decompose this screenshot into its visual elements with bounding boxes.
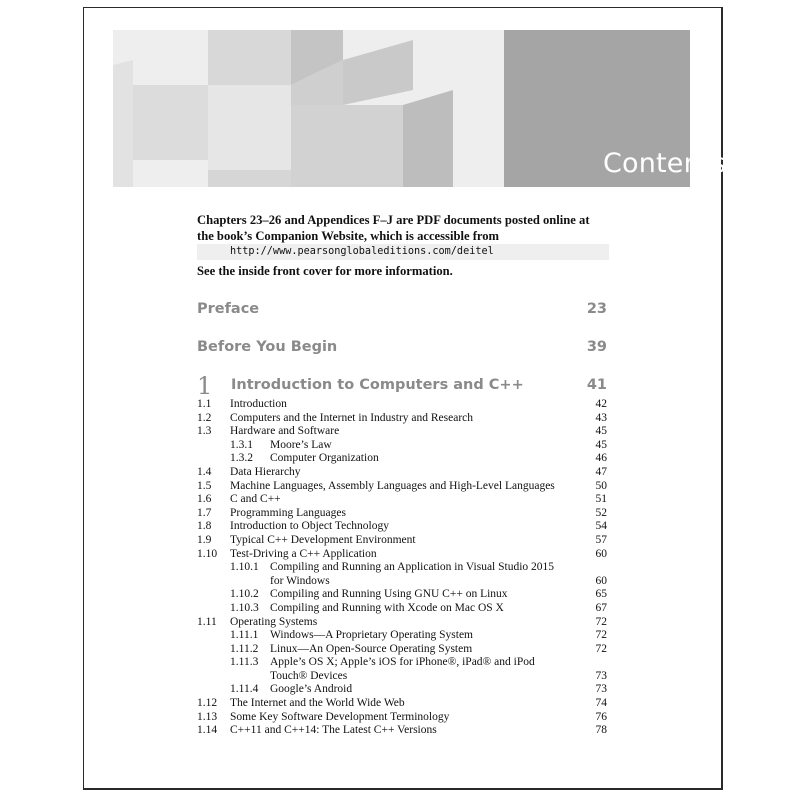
section-number: 1.11.4 [230, 683, 259, 696]
section-number: 1.1 [197, 398, 212, 410]
section-title: Some Key Software Development Terminology [230, 710, 450, 723]
section-number: 1.8 [197, 520, 212, 533]
section-title: Computers and the Internet in Industry and Research [230, 411, 474, 424]
section-page: 46 [595, 452, 607, 465]
section-title: Introduction [230, 398, 287, 410]
section-title: Introduction to Object Technology [230, 520, 389, 533]
section-page: 73 [595, 669, 607, 682]
toc-section-list [197, 398, 607, 738]
major-title: Before You Begin [197, 339, 338, 355]
see-cover-note: See the inside front cover for more information. [197, 264, 453, 278]
major-page: 23 [586, 301, 607, 317]
section-page: 47 [595, 465, 607, 478]
toc-section-row [197, 466, 607, 480]
section-title: Linux—An Open-Source Operating System [270, 642, 473, 655]
section-title: C and C++ [230, 493, 281, 506]
section-number: 1.11.1 [230, 629, 259, 642]
toc-section-row [197, 724, 607, 738]
section-number: 1.11.2 [230, 642, 259, 655]
section-title: C++11 and C++14: The Latest C++ Versions [230, 724, 437, 737]
toc-before-you-begin [197, 339, 607, 355]
toc-section-row [197, 425, 607, 439]
section-page: 60 [595, 574, 607, 587]
section-title: Compiling and Running with Xcode on Mac OS X [270, 601, 504, 614]
section-title: Programming Languages [230, 506, 346, 519]
section-page: 52 [595, 506, 607, 519]
section-title: Machine Languages, Assembly Languages and High-Level Languages [230, 479, 555, 492]
section-title: Apple’s OS X; Apple’s iOS for iPhone®, iPad® and iPod Touch® Devices [270, 656, 535, 682]
chapter-page: 41 [586, 377, 607, 393]
toc-section-row [197, 520, 607, 534]
major-page: 39 [586, 339, 607, 355]
toc-subsection-row [197, 561, 607, 588]
section-number: 1.14 [197, 724, 218, 737]
toc-section-row [197, 711, 607, 725]
section-number: 1.7 [197, 506, 212, 519]
toc-section-row [197, 548, 607, 562]
section-number: 1.13 [197, 710, 218, 723]
section-title: Compiling and Running an Application in Visual Studio 2015 for Windows [270, 561, 555, 587]
section-title: Google’s Android [270, 683, 353, 696]
section-page: 67 [595, 601, 607, 614]
section-number: 1.10 [197, 547, 218, 560]
section-title: Hardware and Software [230, 425, 340, 438]
intro-text: Chapters 23–26 and Appendices F–J are PDF documents posted online at the book’s Companion Website, which is accessible from [197, 213, 590, 243]
toc-section-row [197, 507, 607, 521]
toc-subsection-row [197, 439, 607, 453]
section-number: 1.12 [197, 697, 218, 710]
url-box [197, 244, 609, 260]
section-page: 73 [595, 683, 607, 696]
section-page: 45 [595, 425, 607, 438]
section-number: 1.9 [197, 533, 212, 546]
section-page: 65 [595, 588, 607, 601]
companion-url: http://www.pearsonglobaleditions.com/deitel [230, 246, 494, 257]
toc-preface [197, 301, 607, 317]
chapter-number: 1 [197, 372, 213, 400]
toc-subsection-row [197, 452, 607, 466]
section-page: 78 [595, 724, 607, 737]
section-page: 51 [595, 493, 607, 506]
section-title: Compiling and Running Using GNU C++ on Linux [270, 588, 508, 601]
section-page: 76 [595, 710, 607, 723]
section-page: 42 [595, 398, 607, 410]
toc-subsection-row [197, 588, 607, 602]
section-title: Data Hierarchy [230, 465, 301, 478]
section-title: Operating Systems [230, 615, 318, 628]
section-title: Computer Organization [270, 452, 379, 465]
toc-section-row [197, 616, 607, 630]
toc-subsection-row [197, 643, 607, 657]
major-title: Preface [197, 301, 260, 317]
section-page: 45 [595, 438, 607, 451]
section-number: 1.5 [197, 479, 212, 492]
section-page: 50 [595, 479, 607, 492]
section-number: 1.11 [197, 615, 217, 628]
section-title: Typical C++ Development Environment [230, 533, 416, 546]
toc-section-row [197, 493, 607, 507]
section-number: 1.10.1 [230, 561, 259, 574]
section-number: 1.6 [197, 493, 212, 506]
section-page: 57 [595, 533, 607, 546]
toc-section-row [197, 480, 607, 494]
section-number: 1.2 [197, 411, 212, 424]
toc-section-row [197, 697, 607, 711]
chapter-heading [197, 372, 607, 398]
toc-subsection-row [197, 602, 607, 616]
section-number: 1.3.2 [230, 452, 253, 465]
section-title: Moore’s Law [270, 438, 332, 451]
section-title: Test-Driving a C++ Application [230, 547, 377, 560]
toc-section-row [197, 534, 607, 548]
toc-subsection-row [197, 683, 607, 697]
toc-section-row [197, 412, 607, 426]
section-page: 72 [595, 615, 607, 628]
section-page: 74 [595, 697, 607, 710]
section-page: 43 [595, 411, 607, 424]
toc-subsection-row [197, 656, 607, 683]
toc-subsection-row [197, 629, 607, 643]
page-title: Contents [602, 148, 726, 179]
section-number: 1.4 [197, 465, 212, 478]
section-number: 1.3 [197, 425, 212, 438]
section-number: 1.11.3 [230, 656, 259, 669]
cube-cross-graphic [113, 30, 504, 187]
section-page: 72 [595, 629, 607, 642]
chapter-title: Introduction to Computers and C++ [231, 377, 524, 393]
section-page: 54 [595, 520, 607, 533]
section-title: The Internet and the World Wide Web [230, 697, 405, 710]
section-title: Windows—A Proprietary Operating System [270, 629, 473, 642]
section-page: 72 [595, 642, 607, 655]
section-number: 1.10.3 [230, 601, 259, 614]
section-number: 1.3.1 [230, 438, 253, 451]
toc-section-row [197, 398, 607, 412]
section-number: 1.10.2 [230, 588, 259, 601]
section-page: 60 [595, 547, 607, 560]
